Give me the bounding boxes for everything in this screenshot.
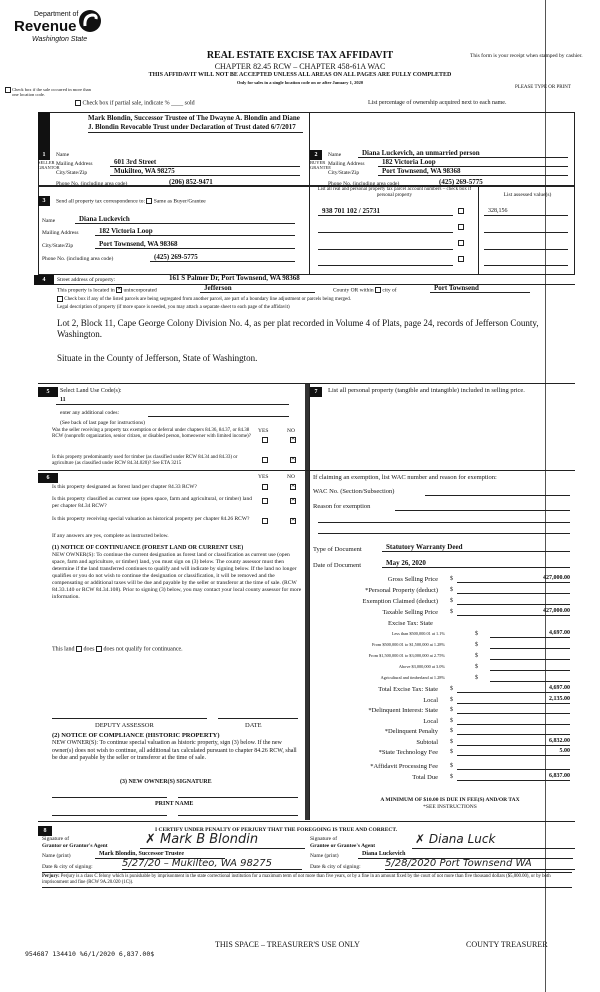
- notice-continuance-body: NEW OWNER(S): To continue the current designation as forest land or classification as current use (open space, farm and agriculture, or timber) land, you must sign on (3) below. The county assessor must then determine if the land transferred continues to qualify and will indicate by signing below. If the land no longer qualifies or you do not wish to continue the designation or classification, it will be removed and the compensating or additional taxes will be due and payable by the seller or transferor at the time of sale. (RCW 84.33.140 or RCW 84.34.108). Prior to signing (3) below, you may contact your local county assessor for more information.: [52, 552, 302, 600]
- dollar-sign: $: [475, 631, 478, 637]
- tax-row-label: *State Technology Fee: [378, 749, 438, 756]
- tax-row-value[interactable]: [457, 597, 570, 605]
- notice-compliance-title: (2) NOTICE OF COMPLIANCE (HISTORIC PROPERTY): [52, 732, 220, 739]
- buyer-phone-value[interactable]: (425) 269-5775: [435, 178, 568, 187]
- tax-row-label: *Personal Property (deduct): [365, 587, 438, 594]
- tax-row-value[interactable]: 5.00: [457, 748, 570, 756]
- dollar-sign: $: [475, 675, 478, 681]
- corr-addr-label: Mailing Address: [42, 230, 79, 236]
- dollar-sign: $: [450, 707, 453, 713]
- dollar-sign: $: [450, 773, 453, 780]
- seller-phone-value[interactable]: (206) 852-9471: [165, 178, 300, 187]
- corr-name-label: Name: [42, 218, 56, 224]
- grantee-name-value[interactable]: Diana Luckevich: [358, 850, 573, 859]
- grantor-date-value[interactable]: 5/27/20 – Mukilteo, WA 98275: [122, 858, 302, 870]
- street-value[interactable]: 161 S Palmer Dr, Port Townsend, WA 98368: [169, 274, 300, 282]
- question-exemption: Was the seller receiving a property tax exemption or deferral under chapters 84.36, 84.37, or 84.38 RCW (nonprofit organization, senior citizen, or disabled person, homeowner with limited income)?: [52, 428, 251, 439]
- grantee-date-label: Date & city of signing:: [310, 864, 361, 870]
- doc-date-label: Date of Document: [313, 562, 362, 569]
- dor-logo: Department of Revenue Washington State: [12, 8, 102, 48]
- list-pct-note: List percentage of ownership acquired next to each name.: [368, 100, 507, 106]
- buyer-name-label: Name: [328, 152, 342, 158]
- tax-row-label: *Delinquent Interest: State: [368, 707, 438, 714]
- no-checkbox[interactable]: ✕: [291, 498, 296, 503]
- receipt-note: This form is your receipt when stamped by cashier.: [470, 53, 583, 59]
- seller-name-value[interactable]: Mark Blondin, Successor Trustee of The Dwayne A. Blondin and Diane J. Blondin Revocable Trust under Declaration of Trust dated 6/7/2017: [88, 114, 303, 133]
- form-warning: THIS AFFIDAVIT WILL NOT BE ACCEPTED UNLESS ALL AREAS ON ALL PAGES ARE FULLY COMPLETED: [148, 72, 452, 78]
- tax-row-label: Total Excise Tax: State: [378, 686, 438, 693]
- yes-checkbox[interactable]: [262, 498, 268, 504]
- land-use-code[interactable]: 11: [56, 396, 289, 405]
- question-current-use: Is this property classified as current use (open space, farm and agricultural, or timber) land per chapter 84.34 RCW?: [52, 496, 252, 509]
- tax-row-label: *Affidavit Processing Fee: [370, 763, 438, 770]
- treasurer-use-label: THIS SPACE – TREASURER'S USE ONLY: [215, 940, 360, 949]
- tax-row-label: Less than $500,000.01 at 1.1%: [391, 631, 445, 636]
- no-checkbox[interactable]: ✕: [291, 484, 296, 489]
- dor-logo-icon: [78, 8, 102, 34]
- see-instructions-note: *SEE INSTRUCTIONS: [423, 804, 477, 810]
- yes-checkbox[interactable]: [262, 437, 268, 443]
- seller-name-label: Name: [56, 152, 70, 158]
- additional-codes-label: enter any additional codes:: [60, 410, 120, 416]
- section-number-8: 8: [38, 826, 52, 836]
- corr-addr-value[interactable]: 182 Victoria Loop: [95, 227, 295, 236]
- doc-type-value[interactable]: Statutory Warranty Deed: [382, 543, 570, 552]
- receipt-stamp: 954687 134410 %6/1/2020 6,837.00$: [25, 950, 155, 958]
- personal-property-checkbox[interactable]: [458, 240, 464, 246]
- print-name-label: PRINT NAME: [155, 801, 194, 807]
- deputy-assessor-label: DEPUTY ASSESSOR: [95, 722, 154, 729]
- dollar-sign: $: [450, 686, 453, 692]
- tax-row-label: *Delinquent Penalty: [384, 728, 438, 735]
- dollar-sign: $: [450, 717, 453, 724]
- buyer-side-label: BUYER GRANTEE: [310, 160, 331, 170]
- grantee-signature[interactable]: ✗ Diana Luck: [415, 832, 496, 846]
- reason-label: Reason for exemption: [313, 503, 371, 510]
- yes-header: YES: [258, 428, 269, 434]
- section-number-2: 2: [310, 150, 322, 160]
- grantee-name-label: Name (print): [310, 853, 339, 859]
- dollar-sign: $: [450, 609, 453, 615]
- tax-row-label: Exemption Claimed (deduct): [362, 598, 438, 605]
- form-only-for: Only for sales in a single location code on or after January 1, 2020: [236, 80, 364, 85]
- form-chapter: CHAPTER 82.45 RCW – CHAPTER 458-61A WAC: [214, 62, 386, 71]
- tax-row-label: Gross Selling Price: [387, 576, 438, 583]
- tax-row-value[interactable]: 427,000.00: [457, 608, 570, 616]
- form-title: REAL ESTATE EXCISE TAX AFFIDAVIT: [206, 50, 394, 61]
- question-forest: Is this property designated as forest land per chapter 84.33 RCW?: [52, 484, 197, 490]
- tax-row-label: Total Due: [412, 773, 438, 781]
- dollar-sign: $: [475, 664, 478, 670]
- corr-label: Send all property tax correspondence to: Same as Buyer/Grantee: [56, 198, 206, 205]
- corr-phone-label: Phone No. (including area code): [42, 256, 114, 262]
- tax-row-value[interactable]: 4,697.00: [490, 630, 570, 638]
- question-timber: Is this property predominantly used for timber (as classified under RCW 84.34 and 84.33) or agriculture (as classified under RCW 84.34.020)? See ETA 3215: [52, 455, 238, 466]
- street-label: Street address of property:: [57, 277, 116, 283]
- tax-row-label: Local: [423, 717, 438, 725]
- reason-field[interactable]: [395, 510, 570, 511]
- same-as-buyer-checkbox[interactable]: [146, 198, 152, 204]
- land-use-label: Select Land Use Code(s):: [60, 388, 122, 394]
- dollar-sign: $: [475, 653, 478, 659]
- personal-property-checkbox[interactable]: [458, 256, 464, 262]
- if-yes-note: If any answers are yes, complete as instructed below.: [52, 533, 169, 539]
- yes-header: YES: [258, 474, 269, 480]
- dollar-sign: $: [450, 587, 453, 593]
- legal-situate: Situate in the County of Jefferson, State of Washington.: [57, 353, 258, 363]
- type-print-note: PLEASE TYPE OR PRINT: [515, 85, 571, 90]
- buyer-addr-label: Mailing Address: [328, 161, 365, 167]
- seller-phone-label: Phone No. (including area code): [56, 181, 128, 187]
- dollar-sign: $: [450, 598, 453, 604]
- tax-row-value[interactable]: [457, 727, 570, 735]
- seller-addr-value[interactable]: 601 3rd Street: [110, 158, 300, 167]
- grantor-signature[interactable]: ✗ Mark B Blondin: [145, 832, 259, 847]
- tax-row-value[interactable]: [490, 663, 570, 671]
- corr-phone-value[interactable]: (425) 269-5775: [150, 253, 295, 262]
- county-or-label: County OR within city of: [333, 287, 397, 294]
- grantor-name-value[interactable]: Mark Blondin, Successor Trustee: [95, 850, 225, 859]
- dollar-sign: $: [450, 728, 453, 734]
- tax-row-value[interactable]: [490, 674, 570, 682]
- county-treasurer-label: COUNTY TREASURER: [466, 940, 548, 949]
- personal-property-checkbox[interactable]: [458, 208, 464, 214]
- tax-row-value[interactable]: [490, 641, 570, 649]
- yes-checkbox[interactable]: [262, 457, 268, 463]
- legal-label: Legal description of property (if more space is needed, you may attach a separate sheet to each page of the affidavit): [57, 305, 290, 310]
- multi-location-check[interactable]: Check box if the sale occurred in more than one location code.: [5, 87, 92, 97]
- section-number-6: 6: [38, 473, 58, 483]
- legal-description: Lot 2, Block 11, Cape George Colony Division No. 4, as per plat recorded in Volume 4 of Plats, page 24, records of Jefferson County, Washington.: [57, 318, 539, 339]
- grantee-date-value[interactable]: 5/28/2020 Port Townsend WA: [385, 858, 575, 870]
- tax-row-value[interactable]: 427,000.00: [457, 575, 570, 583]
- question-historic: Is this property receiving special valuation as historical property per chapter 84.26 RCW?: [52, 516, 250, 522]
- new-owner-signature-label: (3) NEW OWNER(S) SIGNATURE: [120, 779, 212, 785]
- no-checkbox[interactable]: ✕: [291, 437, 296, 442]
- buyer-phone-label: Phone No. (including area code): [328, 181, 400, 187]
- dollar-sign: $: [475, 642, 478, 648]
- city-checkbox[interactable]: [375, 287, 381, 293]
- grantor-name-label: Name (print): [42, 853, 71, 859]
- corr-city-value[interactable]: Port Townsend, WA 98368: [95, 240, 295, 249]
- minimum-note: A MINIMUM OF $10.00 IS DUE IN FEE(S) AND/OR TAX: [380, 797, 520, 803]
- tax-row-label: Above $3,000,000 at 3.0%: [398, 664, 445, 669]
- segregated-check[interactable]: Check box if any of the listed parcels are being segregated from another parcel, are part of a boundary line adjustment or parcels being merged.: [57, 296, 351, 302]
- parcels-header: List all real and personal property tax parcel account numbers – check box if personal property: [317, 187, 472, 198]
- section-number-1: 1: [38, 150, 50, 160]
- does-not-qualify-checkbox[interactable]: [96, 646, 102, 652]
- tax-row-label: Local: [423, 696, 438, 704]
- date-label: DATE: [245, 722, 262, 729]
- does-qualify-checkbox[interactable]: [76, 646, 82, 652]
- tax-row-value[interactable]: 4,697.00: [457, 685, 570, 693]
- assessed-value[interactable]: 328,156: [484, 207, 568, 216]
- no-header: NO: [287, 428, 295, 434]
- wac-label: WAC No. (Section/Subsection): [313, 488, 395, 495]
- seller-city-value[interactable]: Mukilteo, WA 98275: [110, 167, 300, 176]
- tax-row-label: From $1,500,000.01 to $3,000,000 at 2.75%: [368, 653, 445, 658]
- dollar-sign: $: [450, 696, 453, 703]
- seller-addr-label: Mailing Address: [56, 161, 93, 167]
- county-value[interactable]: Jefferson: [200, 284, 315, 293]
- personal-property-label: List all personal property (tangible and intangible) included in selling price.: [328, 387, 525, 394]
- personal-property-checkbox[interactable]: [458, 224, 464, 230]
- dollar-sign: $: [450, 738, 453, 745]
- seller-city-label: City/State/Zip: [56, 170, 88, 176]
- tax-row-label: Subtotal: [416, 738, 438, 746]
- section-number-4: 4: [34, 275, 54, 285]
- seller-side-label: SELLER GRANTOR: [38, 160, 60, 170]
- dollar-sign: $: [450, 749, 453, 755]
- yes-checkbox[interactable]: [262, 518, 268, 524]
- partial-sale-check[interactable]: Check box if partial sale, indicate % ____ sold: [75, 100, 195, 106]
- dollar-sign: $: [450, 763, 453, 769]
- located-label: This property is located in ✕ unincorporated: [57, 287, 157, 294]
- grantor-sig-label: Signature of Grantor or Grantor's Agent: [42, 836, 108, 849]
- no-checkbox[interactable]: ✕: [291, 518, 296, 523]
- section-number-5: 5: [38, 387, 58, 397]
- continuance-checks: This land does does not qualify for continuance.: [52, 646, 183, 653]
- corr-name-value[interactable]: Diana Luckevich: [75, 215, 295, 224]
- certify-statement: I CERTIFY UNDER PENALTY OF PERJURY THAT THE FOREGOING IS TRUE AND CORRECT.: [155, 827, 398, 833]
- grantee-sig-label: Signature of Grantee or Grantee's Agent: [310, 836, 376, 849]
- tax-row-value[interactable]: 6,837.00: [457, 773, 570, 781]
- buyer-city-label: City/State/Zip: [328, 170, 360, 176]
- dollar-sign: $: [450, 576, 453, 582]
- tax-row-value[interactable]: [457, 586, 570, 594]
- no-checkbox[interactable]: ✕: [291, 457, 296, 462]
- doc-type-label: Type of Document: [313, 546, 362, 553]
- see-back-note: (See back of last page for instructions): [60, 420, 145, 426]
- tax-row-label: Agricultural and timberland at 1.28%: [380, 675, 445, 680]
- excise-tax-label: Excise Tax: State: [388, 620, 433, 627]
- buyer-city-value[interactable]: Port Townsend, WA 98368: [378, 167, 568, 176]
- exemption-label: If claiming an exemption, list WAC number and reason for exemption:: [313, 474, 497, 481]
- doc-date-value[interactable]: May 26, 2020: [382, 559, 570, 568]
- buyer-addr-value[interactable]: 182 Victoria Loop: [378, 158, 568, 167]
- section-number-3: 3: [38, 196, 50, 206]
- tax-row-value[interactable]: 6,832.00: [457, 738, 570, 746]
- tax-row-label: From $500,000.01 to $1,500,000 at 1.28%: [371, 642, 445, 647]
- buyer-name-value[interactable]: Diana Luckevich, an unmarried person: [358, 149, 568, 158]
- notice-continuance-title: (1) NOTICE OF CONTINUANCE (FOREST LAND OR CURRENT USE): [52, 545, 244, 551]
- perjury-statement: Perjury: Perjury is a class C felony which is punishable by imprisonment in the state correctional institution for a maximum term of not more than five years, or by a fine in an amount fixed by the court of not more than five thousand dollars ($5,000.00), or by both imprisonment and fine (RCW 9A.20.020 (1C)).: [42, 872, 572, 888]
- assessed-value-header: List assessed value(s): [503, 192, 552, 198]
- tax-row-value[interactable]: [457, 717, 570, 725]
- tax-row-value[interactable]: [457, 706, 570, 714]
- tax-row-label: Taxable Selling Price: [382, 609, 438, 616]
- section-number-7: 7: [310, 387, 322, 397]
- grantor-date-label: Date & city of signing:: [42, 864, 93, 870]
- tax-row-value[interactable]: [490, 652, 570, 660]
- notice-compliance-body: NEW OWNER(S): To continue special valuation as historic property, sign (3) below. If the new owner(s) does not wish to continue, all additional tax calculated pursuant to chapter 84.26 RCW, shall be due and payable by the seller or transferor at the time of sale.: [52, 740, 297, 761]
- parcel-number[interactable]: 938 701 102 / 25731: [318, 207, 453, 216]
- corr-city-label: City/State/Zip: [42, 243, 74, 249]
- wac-field[interactable]: [425, 495, 570, 496]
- no-header: NO: [287, 474, 295, 480]
- unincorporated-checkbox[interactable]: ✕: [117, 287, 122, 292]
- city-value[interactable]: Port Townsend: [430, 284, 530, 293]
- yes-checkbox[interactable]: [262, 484, 268, 490]
- tax-row-value[interactable]: 2,135.00: [457, 696, 570, 704]
- tax-row-value[interactable]: [457, 762, 570, 770]
